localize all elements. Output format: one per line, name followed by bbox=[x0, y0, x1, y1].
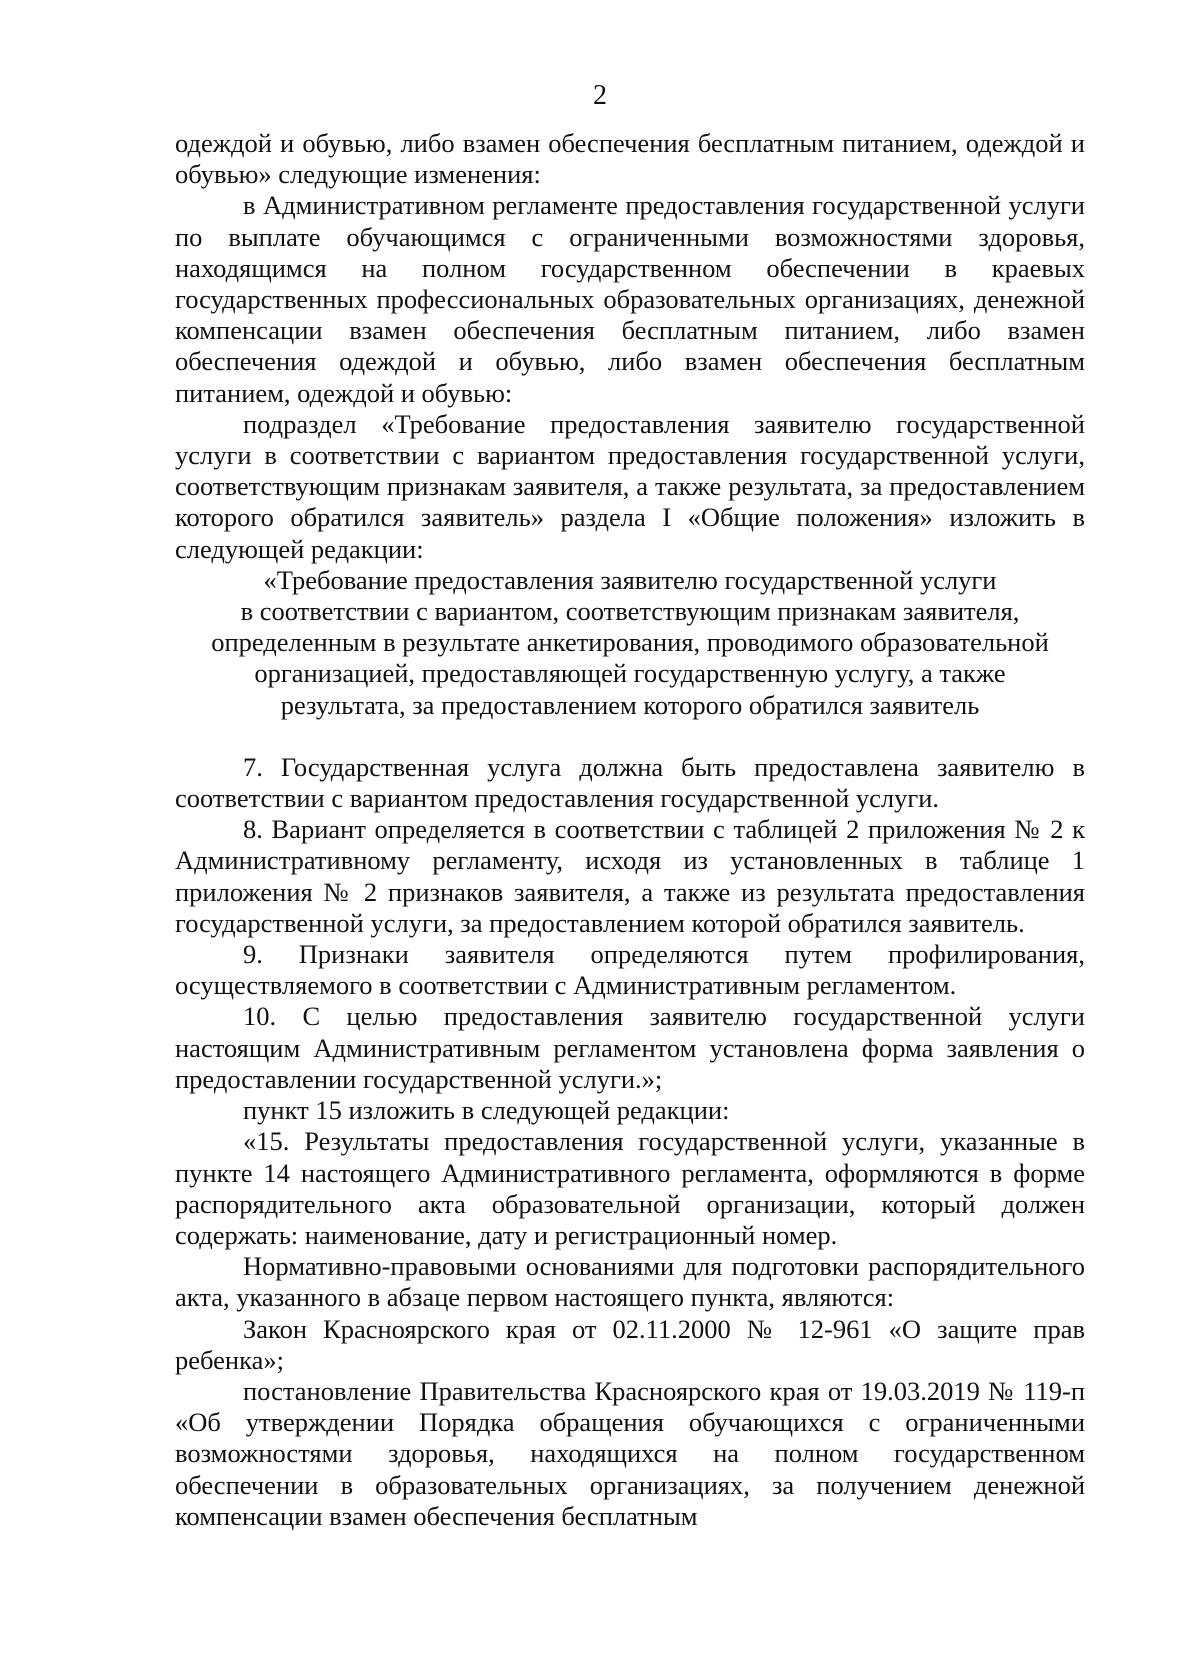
blank-line bbox=[175, 721, 1085, 752]
paragraph-item-10: 10. С целью предоставления заявителю государственной услуги настоящим Административным регламентом установлена форма заявления о предоставлении государственной услуги.»; bbox=[175, 1001, 1085, 1094]
subsection-heading-line: результата, за предоставлением которого обратился заявитель bbox=[280, 689, 980, 720]
paragraph-resolution-reference: постановление Правительства Красноярского края от 19.03.2019 № 119-п «Об утверждении Порядка обращения обучающихся с ограниченными возможностями здоровья, находящихся на полном государственном обеспечении в образовательных организациях, за получением денежной компенсации взамен обеспечения бесплатным bbox=[175, 1375, 1085, 1531]
paragraph-subsection-change: подраздел «Требование предоставления заявителю государственной услуги в соответствии с вариантом предоставления государственной услуги, соответствующим признакам заявителя, а также результата, за предоставлением которого обратился заявитель» раздела I «Общие положения» изложить в следующей редакции: bbox=[175, 408, 1085, 564]
paragraph-continuation: одеждой и обувью, либо взамен обеспечения бесплатным питанием, одеждой и обувью» следующие изменения: bbox=[175, 128, 1085, 190]
page-number: 2 bbox=[593, 80, 607, 111]
paragraph-item-15-intro: пункт 15 изложить в следующей редакции: bbox=[243, 1095, 730, 1126]
subsection-heading bbox=[175, 565, 1085, 721]
paragraph-regulation-intro: в Административном регламенте предоставления государственной услуги по выплате обучающимся с ограниченными возможностями здоровья, находящимся на полном государственном обеспечении в краевых государственных профессиональных образовательных организациях, денежной компенсации взамен обеспечения бесплатным питанием, либо взамен обеспечения одеждой и обувью, либо взамен обеспечения бесплатным питанием, одеждой и обувью: bbox=[175, 190, 1085, 408]
subsection-heading-line: в соответствии с вариантом, соответствующим признакам заявителя, bbox=[240, 596, 1020, 627]
subsection-heading-line: определенным в результате анкетирования, проводимого образовательной bbox=[211, 627, 1049, 658]
subsection-heading-line: организацией, предоставляющей государственную услугу, а также bbox=[254, 658, 1006, 689]
paragraph-law-reference: Закон Красноярского края от 02.11.2000 № 12-961 «О защите прав ребенка»; bbox=[175, 1313, 1085, 1375]
paragraph-item-7: 7. Государственная услуга должна быть предоставлена заявителю в соответствии с вариантом предоставления государственной услуги. bbox=[175, 751, 1085, 814]
paragraph-item-9: 9. Признаки заявителя определяются путем профилирования, осуществляемого в соответствии с Административным регламентом. bbox=[175, 939, 1085, 1001]
paragraph-item-15: «15. Результаты предоставления государственной услуги, указанные в пункте 14 настоящего Административного регламента, оформляются в форме распорядительного акта образовательной организации, который должен содержать: наименование, дату и регистрационный номер. bbox=[175, 1126, 1085, 1250]
paragraph-item-8: 8. Вариант определяется в соответствии с таблицей 2 приложения № 2 к Административному регламенту, исходя из установленных в таблице 1 приложения № 2 признаков заявителя, а также из результата предоставления государственной услуги, за предоставлением которой обратился заявитель. bbox=[175, 814, 1085, 938]
document-body bbox=[175, 128, 1085, 1532]
subsection-heading-line: «Требование предоставления заявителю государственной услуги bbox=[263, 564, 997, 595]
paragraph-legal-grounds: Нормативно-правовыми основаниями для подготовки распорядительного акта, указанного в абзаце первом настоящего пункта, являются: bbox=[175, 1251, 1085, 1313]
